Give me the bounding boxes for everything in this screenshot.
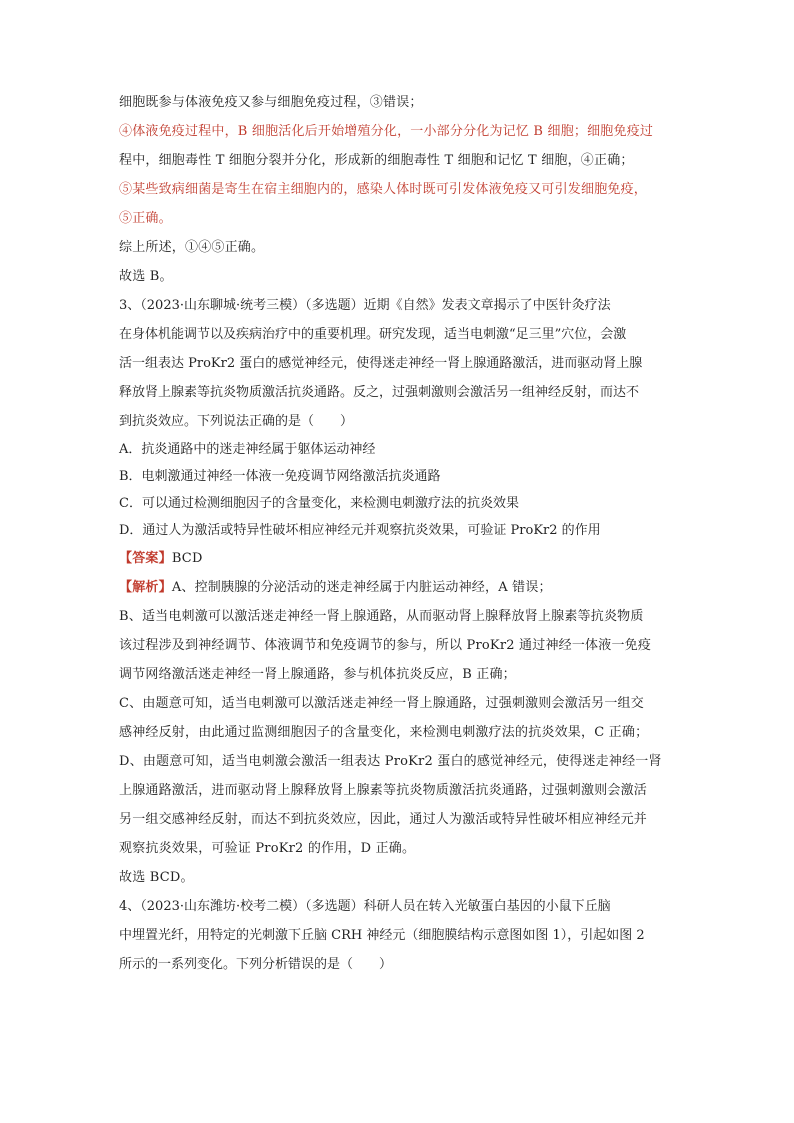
analysis-b: B、适当电刺激可以激活迷走神经一肾上腺通路，从而驱动肾上腺释放肾上腺素等抗炎物质 <box>119 609 644 624</box>
text-line: 细胞既参与体液免疫又参与细胞免疫过程，③错误； <box>119 95 423 110</box>
document-page <box>119 88 679 979</box>
question-3-stem: 在身体机能调节以及疾病治疗中的重要机理。研究发现，适当电刺激“足三里”穴位，会激 <box>119 327 627 342</box>
highlight-line: ④体液免疫过程中，B 细胞活化后开始增殖分化，一小部分分化为记忆 B 细胞；细胞免疫过 <box>119 124 654 139</box>
analysis-c: C、由题意可知，适当电刺激可以激活迷走神经一肾上腺通路，过强刺激则会激活另一组交 <box>119 696 644 711</box>
answer-line <box>119 544 679 573</box>
question-3-stem: 活一组表达 ProKr2 蛋白的感觉神经元，使得迷走神经一肾上腺通路激活，进而驱动肾上腺 <box>119 356 643 371</box>
option-d: D．通过人为激活或特异性破坏相应神经元并观察抗炎效果，可验证 ProKr2 的作用 <box>119 523 601 538</box>
question-3-stem: 3、（2023·山东聊城·统考三模）（多选题）近期《自然》发表文章揭示了中医针灸疗法 <box>119 298 611 313</box>
summary-line: 综上所述，①④⑤正确。 <box>119 240 265 255</box>
answer-tag: 【答案】 <box>119 551 172 566</box>
highlight-line: ⑤正确。 <box>119 211 172 226</box>
option-a: A．抗炎通路中的迷走神经属于躯体运动神经 <box>119 442 376 457</box>
analysis-tag: 【解析】 <box>119 580 172 595</box>
analysis-line <box>119 573 679 602</box>
highlight-line: ⑤某些致病细菌是寄生在宿主细胞内的，感染人体时既可引发体液免疫又可引发细胞免疫， <box>119 182 648 197</box>
analysis-d: 观察抗炎效果，可验证 ProKr2 的作用，D 正确。 <box>119 841 416 856</box>
question-4-stem: 中埋置光纤，用特定的光刺激下丘脑 CRH 神经元（细胞膜结构示意图如图 1），引起如图 2 <box>119 928 645 943</box>
choice-line: 故选 B。 <box>119 269 173 284</box>
question-3-stem: 释放肾上腺素等抗炎物质激活抗炎通路。反之，过强刺激则会激活另一组神经反射，而达不 <box>119 385 640 400</box>
analysis-d: 另一组交感神经反射，而达不到抗炎效应，因此，通过人为激活或特异性破坏相应神经元并 <box>119 812 648 827</box>
text-line: 程中，细胞毒性 T 细胞分裂并分化，形成新的细胞毒性 T 细胞和记忆 T 细胞，④正确； <box>119 153 634 168</box>
option-c: C．可以通过检测细胞因子的含量变化，来检测电刺激疗法的抗炎效果 <box>119 496 519 511</box>
analysis-a: A、控制胰腺的分泌活动的迷走神经属于内脏运动神经，A 错误； <box>171 580 552 595</box>
question-3-stem: 到抗炎效应。下列说法正确的是（ ） <box>119 414 354 429</box>
analysis-d: D、由题意可知，适当电刺激会激活一组表达 ProKr2 蛋白的感觉神经元，使得迷走神经一肾 <box>119 754 662 769</box>
analysis-b: 调节网络激活迷走神经一肾上腺通路，参与机体抗炎反应，B 正确； <box>119 667 516 682</box>
answer-value: BCD <box>171 551 203 566</box>
analysis-d: 上腺通路激活，进而驱动肾上腺释放肾上腺素等抗炎物质激活抗炎通路，过强刺激则会激活 <box>119 783 648 798</box>
conclusion-line: 故选 BCD。 <box>119 870 194 885</box>
question-4-stem: 4、（2023·山东潍坊·校考二模）（多选题）科研人员在转入光敏蛋白基因的小鼠下丘脑 <box>119 899 611 914</box>
option-b: B．电刺激通过神经一体液一免疫调节网络激活抗炎通路 <box>119 469 441 484</box>
analysis-b: 该过程涉及到神经调节、体液调节和免疫调节的参与，所以 ProKr2 通过神经一体液一免疫 <box>119 638 652 653</box>
question-4-stem: 所示的一系列变化。下列分析错误的是（ ） <box>119 957 393 972</box>
analysis-c: 感神经反射，由此通过监测细胞因子的含量变化，来检测电刺激疗法的抗炎效果，C 正确； <box>119 725 649 740</box>
